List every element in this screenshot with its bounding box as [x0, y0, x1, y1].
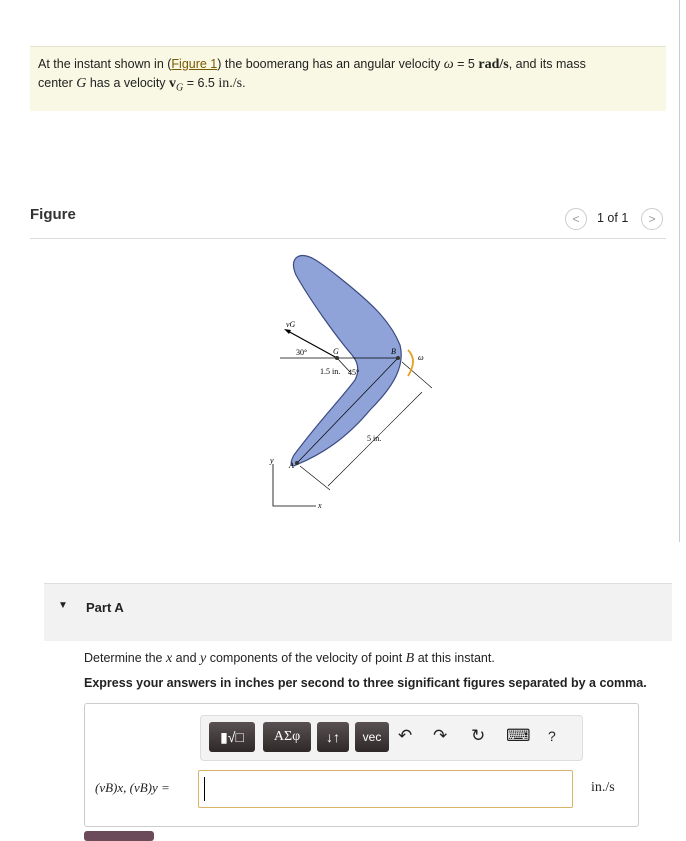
- boomerang-figure: [260, 250, 440, 520]
- collapse-triangle-icon[interactable]: ▼: [58, 600, 68, 611]
- redo-icon[interactable]: ↷: [433, 726, 448, 745]
- text: has a velocity: [86, 76, 170, 90]
- x-symbol: x: [165, 651, 173, 666]
- text-caret: [204, 777, 205, 801]
- label-30: 30°: [296, 348, 308, 357]
- label-g: G: [333, 347, 339, 356]
- text: ) the boomerang has an angular velocity: [217, 57, 444, 71]
- unit: rad/s: [478, 57, 509, 72]
- question-text: [84, 651, 495, 667]
- text: , and its mass: [508, 57, 586, 71]
- part-a-header[interactable]: [44, 583, 672, 641]
- problem-statement: [30, 46, 666, 111]
- label-1-5in: 1.5 in.: [320, 367, 341, 376]
- label-b: B: [391, 347, 396, 356]
- prev-figure-button[interactable]: <: [565, 208, 587, 230]
- label-a: A: [289, 461, 294, 470]
- b-symbol: B: [405, 651, 415, 666]
- greek-button[interactable]: ΑΣφ: [263, 722, 311, 752]
- g-symbol: G: [76, 76, 87, 91]
- omega-symbol: ω: [443, 57, 454, 72]
- part-a-label: Part A: [86, 600, 124, 615]
- text: center: [38, 76, 77, 90]
- y-symbol: y: [200, 651, 207, 666]
- boomerang-shape: [291, 255, 401, 465]
- label-y: y: [270, 456, 274, 465]
- figure-heading: Figure: [30, 206, 76, 223]
- vg-symbol: v: [169, 76, 177, 91]
- label-x: x: [318, 501, 322, 510]
- divider: [30, 238, 666, 239]
- answer-input[interactable]: [198, 770, 573, 808]
- figure-pager: 1 of 1: [597, 211, 629, 225]
- text: At the instant shown in (: [38, 57, 172, 71]
- subscript: G: [176, 82, 184, 94]
- help-icon[interactable]: ?: [548, 728, 556, 744]
- arrows-button[interactable]: ↓↑: [317, 722, 349, 752]
- text: .: [242, 76, 246, 90]
- math-toolbar: [200, 715, 583, 761]
- answer-unit: in./s: [591, 780, 615, 795]
- text: components of the velocity of point: [206, 651, 406, 665]
- keyboard-icon[interactable]: ⌨: [506, 726, 531, 745]
- text: = 5: [453, 57, 479, 71]
- reset-icon[interactable]: ↻: [471, 726, 486, 745]
- templates-button[interactable]: ▮√□: [209, 722, 255, 752]
- text: at this instant.: [414, 651, 495, 665]
- text: = 6.5: [183, 76, 219, 90]
- label-omega: ω: [418, 353, 424, 362]
- undo-icon[interactable]: ↶: [398, 726, 413, 745]
- scroll-divider: [679, 0, 680, 542]
- next-figure-button[interactable]: >: [641, 208, 663, 230]
- instruction-text: Express your answers in inches per second to three significant figures separated by a comma.: [84, 676, 647, 690]
- label-vg: vG: [286, 320, 296, 329]
- answer-label: (vB)x, (vB)y =: [95, 780, 170, 795]
- figure-link[interactable]: Figure 1: [171, 57, 218, 71]
- label-5in: 5 in.: [367, 434, 382, 443]
- label-45: 45°: [348, 368, 360, 377]
- text: Determine the: [84, 651, 166, 665]
- unit: in./s: [218, 76, 243, 91]
- text: and: [172, 651, 201, 665]
- submit-button[interactable]: [84, 831, 154, 841]
- omega-arrow: [408, 350, 413, 376]
- vec-button[interactable]: vec: [355, 722, 389, 752]
